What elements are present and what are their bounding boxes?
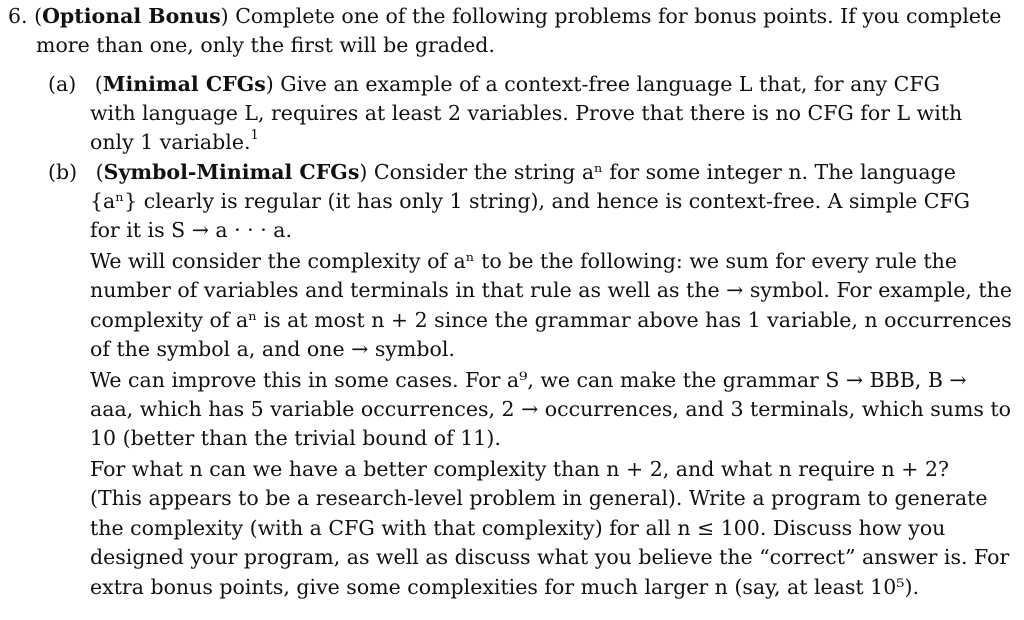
part-b-p2-line2: number of variables and terminals in that rule as well as the → symbol. For example, the bbox=[90, 278, 1012, 302]
part-b-p4-line5: extra bonus points, give some complexities for much larger n (say, at least 10⁵). bbox=[90, 575, 919, 599]
part-b-p2-line4: of the symbol a, and one → symbol. bbox=[90, 337, 455, 361]
part-b-first-line: (b) (Symbol-Minimal CFGs) Consider the string aⁿ for some integer n. The language bbox=[48, 160, 956, 184]
problem-title: Optional Bonus bbox=[42, 4, 221, 28]
part-b-p3-line1: We can improve this in some cases. For a⁹, we can make the grammar S → BBB, B → bbox=[90, 368, 967, 392]
part-a-line2: with language L, requires at least 2 variables. Prove that there is no CFG for L with bbox=[90, 101, 963, 125]
part-b-title: Symbol-Minimal CFGs bbox=[103, 160, 360, 184]
problem-intro: Complete one of the following problems for bonus points. If you complete bbox=[235, 4, 1002, 28]
part-b-p4-line3: the complexity (with a CFG with that complexity) for all n ≤ 100. Discuss how you bbox=[90, 516, 946, 540]
part-b-p4-line1: For what n can we have a better complexity than n + 2, and what n require n + 2? bbox=[90, 457, 950, 481]
part-b-text: Consider the string aⁿ for some integer n. The language bbox=[373, 160, 956, 184]
problem-number: 6. bbox=[8, 4, 28, 28]
part-a-line3-text: only 1 variable. bbox=[90, 130, 251, 154]
part-a-label: (a) bbox=[48, 72, 77, 96]
part-a-line3 bbox=[90, 128, 259, 156]
part-b-p2-line1: We will consider the complexity of aⁿ to be the following: we sum for every rule the bbox=[90, 249, 957, 273]
part-b-p3-line3: 10 (better than the trivial bound of 11). bbox=[90, 426, 501, 450]
part-b-p1-line3: for it is S → a · · · a. bbox=[90, 218, 292, 242]
part-b-label: (b) bbox=[48, 160, 78, 184]
part-b-p2-line3: complexity of aⁿ is at most n + 2 since the grammar above has 1 variable, n occurrences bbox=[90, 308, 1012, 332]
part-a-first-line: (a) (Minimal CFGs) Give an example of a context-free language L that, for any CFG bbox=[48, 72, 940, 96]
part-b-p4-line4: designed your program, as well as discuss what you believe the “correct” answer is. For bbox=[90, 545, 1010, 569]
part-a-title: Minimal CFGs bbox=[102, 72, 266, 96]
part-b-p4-line2: (This appears to be a research-level problem in general). Write a program to generate bbox=[90, 486, 988, 510]
part-b-p3-line2: aaa, which has 5 variable occurrences, 2 → occurrences, and 3 terminals, which sums to bbox=[90, 397, 1012, 421]
part-b-p1-line2: {aⁿ} clearly is regular (it has only 1 string), and hence is context-free. A simple CFG bbox=[90, 189, 971, 213]
footnote-mark: 1 bbox=[250, 128, 259, 144]
problem-intro-line2: more than one, only the first will be graded. bbox=[36, 33, 495, 57]
problem-6-header: 6. (Optional Bonus) Complete one of the following problems for bonus points. If you complete bbox=[8, 4, 1002, 28]
part-a-text: Give an example of a context-free language L that, for any CFG bbox=[280, 72, 940, 96]
